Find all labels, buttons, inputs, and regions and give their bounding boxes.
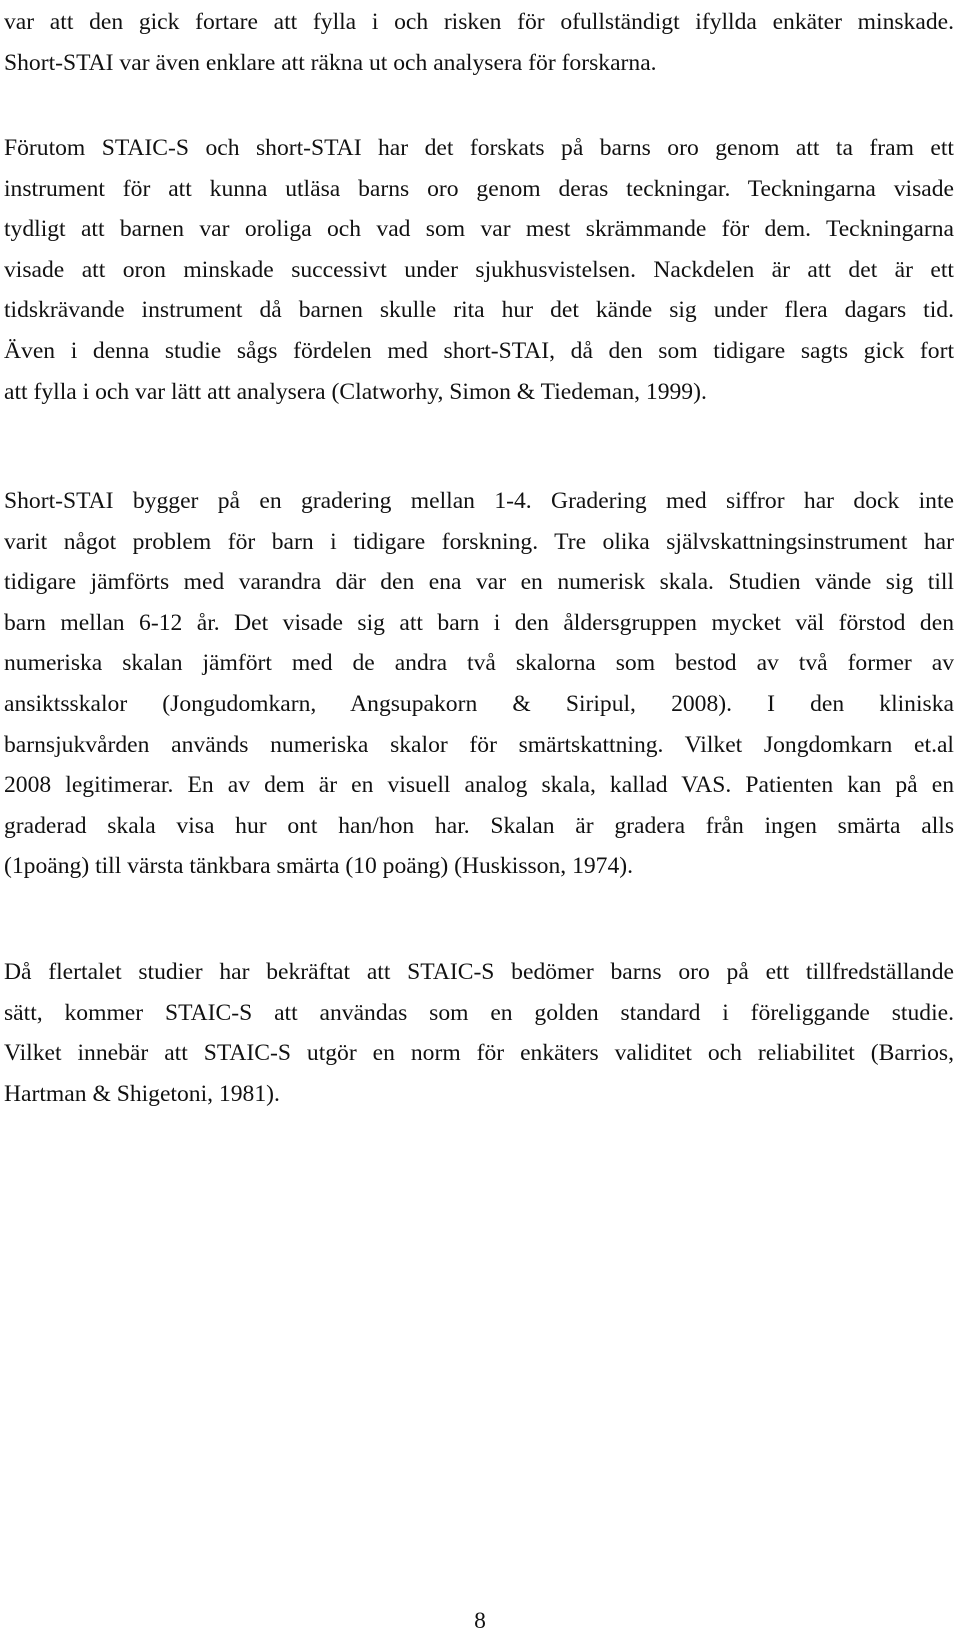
paragraph-line: 2008 legitimerar. En av dem är en visuell analog skala, kallad VAS. Patienten kan på en <box>4 772 954 799</box>
paragraph-line: Då flertalet studier har bekräftat att STAIC-S bedömer barns oro på ett tillfredställande <box>4 959 954 985</box>
paragraph-line: (1poäng) till värsta tänkbara smärta (10 poäng) (Huskisson, 1974). <box>4 853 634 880</box>
paragraph-line: ansiktsskalor (Jongudomkarn, Angsupakorn & Siripul, 2008). I den kliniska <box>4 690 954 717</box>
paragraph-3 <box>4 481 954 887</box>
paragraph-line: Short-STAI bygger på en gradering mellan 1-4. Gradering med siffror har dock inte <box>4 488 954 514</box>
paragraph-line: instrument för att kunna utläsa barns oro genom deras teckningar. Teckningarna visade <box>4 175 954 202</box>
paragraph-2 <box>4 128 954 412</box>
paragraph-line: tidskrävande instrument då barnen skulle rita hur det kände sig under flera dagars tid. <box>4 297 954 324</box>
paragraph-line: tydligt att barnen var oroliga och vad som var mest skrämmande för dem. Teckningarna <box>4 216 954 243</box>
paragraph-line: Vilket innebär att STAIC-S utgör en norm för enkäters validitet och reliabilitet (Barrios, <box>4 1040 954 1067</box>
paragraph-line: Short-STAI var även enklare att räkna ut och analysera för forskarna. <box>4 49 657 76</box>
paragraph-line: Även i denna studie sågs fördelen med short-STAI, då den som tidigare sagts gick fort <box>4 337 954 364</box>
paragraph-line: Hartman & Shigetoni, 1981). <box>4 1080 280 1107</box>
paragraph-line: var att den gick fortare att fylla i och risken för ofullständigt ifyllda enkäter minskade. <box>4 9 954 35</box>
paragraph-line: visade att oron minskade successivt under sjukhusvistelsen. Nackdelen är att det är ett <box>4 256 954 283</box>
paragraph-line: barn mellan 6-12 år. Det visade sig att barn i den åldersgruppen mycket väl förstod den <box>4 609 954 636</box>
paragraph-1 <box>4 2 954 83</box>
paragraph-line: varit något problem för barn i tidigare forskning. Tre olika självskattningsinstrument har <box>4 528 954 555</box>
paragraph-line: sätt, kommer STAIC-S att användas som en golden standard i föreliggande studie. <box>4 999 954 1026</box>
paragraph-line: tidigare jämförts med varandra där den ena var en numerisk skala. Studien vände sig till <box>4 569 954 596</box>
paragraph-line: numeriska skalan jämfört med de andra två skalorna som bestod av två former av <box>4 650 954 677</box>
paragraph-4 <box>4 952 954 1114</box>
page-number: 8 <box>474 1608 486 1634</box>
paragraph-line: barnsjukvården används numeriska skalor för smärtskattning. Vilket Jongdomkarn et.al <box>4 731 954 758</box>
paragraph-line: Förutom STAIC-S och short-STAI har det forskats på barns oro genom att ta fram ett <box>4 135 954 161</box>
paragraph-line: att fylla i och var lätt att analysera (Clatworhy, Simon & Tiedeman, 1999). <box>4 378 707 405</box>
paragraph-line: graderad skala visa hur ont han/hon har. Skalan är gradera från ingen smärta alls <box>4 812 954 839</box>
